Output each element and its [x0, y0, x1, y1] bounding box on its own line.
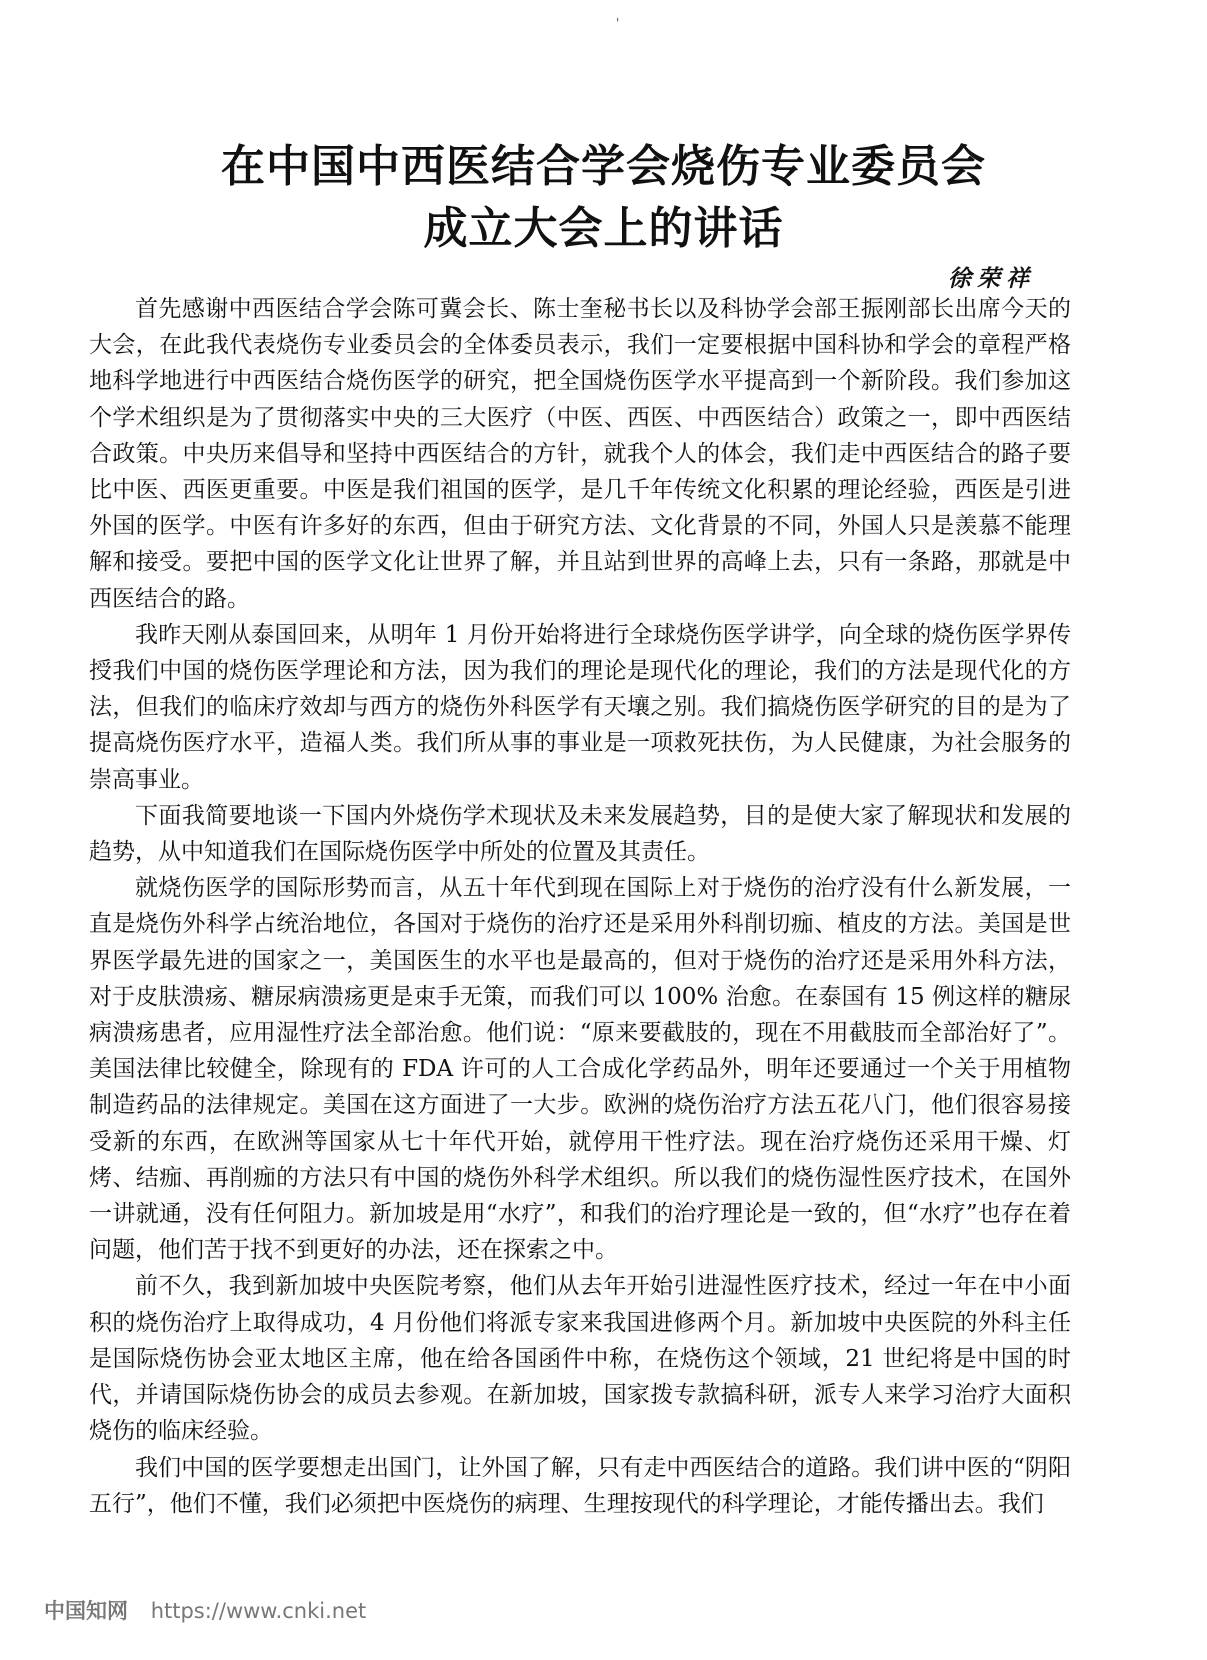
paragraph-1: 首先感谢中西医结合学会陈可冀会长、陈士奎秘书长以及科协学会部王振刚部长出席今天的大会，在此我代表烧伤专业委员会的全体委员表示，我们一定要根据中国科协和学会的章程严格地科学地进行中西医结合烧伤医学的研究，把全国烧伤医学水平提高到一个新阶段。我们参加这个学术组织是为了贯彻落实中央的三大医疗（中医、西医、中西医结合）政策之一，即中西医结合政策。中央历来倡导和坚持中西医结合的方针，就我个人的体会，我们走中西医结合的路子要比中医、西医更重要。中医是我们祖国的医学，是几千年传统文化积累的理论经验，西医是引进外国的医学。中医有许多好的东西，但由于研究方法、文化背景的不同，外国人只是羡慕不能理解和接受。要把中国的医学文化让世界了解，并且站到世界的高峰上去，只有一条路，那就是中西医结合的路。 — [89, 296, 1071, 612]
title-line-2: 成立大会上的讲话 — [423, 203, 784, 254]
cnki-url[interactable]: https://www.cnki.net — [150, 1599, 367, 1623]
author: 徐荣祥 — [948, 265, 1035, 292]
paragraph-3: 下面我简要地谈一下国内外烧伤学术现状及未来发展趋势，目的是使大家了解现状和发展的趋势，从中知道我们在国际烧伤医学中所处的位置及其责任。 — [89, 802, 1071, 866]
paragraph-4: 就烧伤医学的国际形势而言，从五十年代到现在国际上对于烧伤的治疗没有什么新发展，一直是烧伤外科学占统治地位，各国对于烧伤的治疗还是采用外科削切痂、植皮的方法。美国是世界医学最先进的国家之一，美国医生的水平也是最高的，但对于烧伤的治疗还是采用外科方法，对于皮肤溃疡、糖尿病溃疡更是束手无策，而我们可以 100% 治愈。在泰国有 15 例这样的糖尿病溃疡患者，应用湿性疗法全部治愈。他们说：“原来要截肢的，现在不用截肢而全部治好了”。美国法律比较健全，除现有的 FDA 许可的人工合成化学药品外，明年还要通过一个关于用植物制造药品的法律规定。美国在这方面进了一大步。欧洲的烧伤治疗方法五花八门，他们很容易接受新的东西，在欧洲等国家从七十年代开始，就停用干性疗法。现在治疗烧伤还采用干燥、灯烤、结痂、再削痂的方法只有中国的烧伤外科学术组织。所以我们的烧伤湿性医疗技术，在国外一讲就通，没有任何阻力。新加坡是用“水疗”，和我们的治疗理论是一致的，但“水疗”也存在着问题，他们苦于找不到更好的办法，还在探索之中。 — [89, 875, 1071, 1264]
paragraph-6: 我们中国的医学要想走出国门，让外国了解，只有走中西医结合的道路。我们讲中医的“阴阳五行”，他们不懂，我们必须把中医烧伤的病理、生理按现代的科学理论，才能传播出去。我们 — [89, 1454, 1071, 1517]
header-mark: ' — [616, 16, 620, 30]
cnki-brand: 中国知网 — [44, 1599, 128, 1623]
paragraph-5: 前不久，我到新加坡中央医院考察，他们从去年开始引进湿性医疗技术，经过一年在中小面积的烧伤治疗上取得成功，4 月份他们将派专家来我国进修两个月。新加坡中央医院的外科主任是国际烧伤协会亚太地区主席，他在给各国函件中称，在烧伤这个领域，21 世纪将是中国的时代，并请国际烧伤协会的成员去参观。在新加坡，国家拨专款搞科研，派专人来学习治疗大面积烧伤的临床经验。 — [89, 1273, 1071, 1445]
footer-watermark — [44, 1595, 366, 1625]
title-line-1: 在中国中西医结合学会烧伤专业委员会 — [221, 141, 986, 192]
paragraph-2: 我昨天刚从泰国回来，从明年 1 月份开始将进行全球烧伤医学讲学，向全球的烧伤医学界传授我们中国的烧伤医学理论和方法，因为我们的理论是现代化的理论，我们的方法是现代化的方法，但我们的临床疗效却与西方的烧伤外科医学有天壤之别。我们搞烧伤医学研究的目的是为了提高烧伤医疗水平，造福人类。我们所从事的事业是一项救死扶伤，为人民健康，为社会服务的崇高事业。 — [89, 621, 1071, 793]
article-body — [89, 291, 1071, 1522]
